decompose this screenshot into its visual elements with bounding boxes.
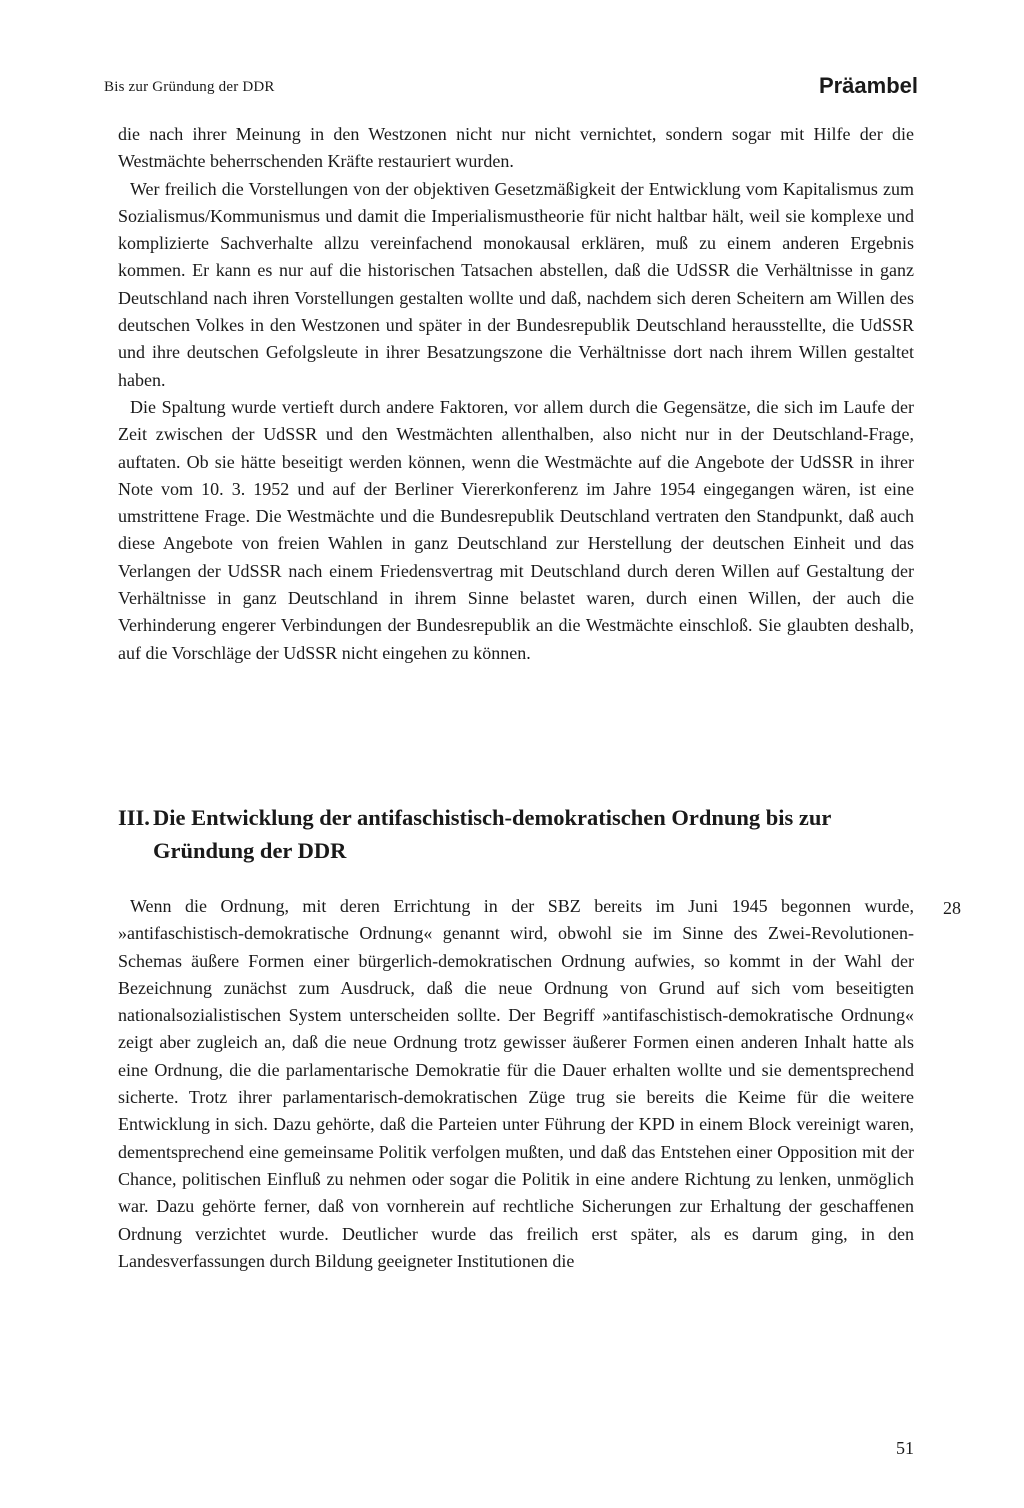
paragraph-2: Wer freilich die Vorstellungen von der objektiven Gesetzmäßigkeit der Entwicklung vom Kapitalismus zum Sozialismus/Kommunismus und damit die Imperialismustheorie für nicht haltbar hält, weil sie komplexe und komplizierte Sachverhalte allzu vereinfachend monokausal erklären, muß zu einem anderen Ergebnis kommen. Er kann es nur auf die historischen Tatsachen abstellen, daß die UdSSR die Verhältnisse in ganz Deutschland nach ihren Vorstellungen gestalten wollte und daß, nachdem sich deren Scheitern am Willen des deutschen Volkes in den Westzonen und später in der Bundesrepublik Deutschland herausstellte, die UdSSR und ihre deutschen Gefolgsleute in ihrer Besatzungszone die Verhältnisse dort nach ihrem Willen gestaltet haben. <box>118 178 914 390</box>
section-title: Die Entwicklung der antifaschistisch-demokratischen Ordnung bis zur Gründung der DDR <box>153 805 831 863</box>
running-header-section-label: Präambel <box>818 73 918 98</box>
section-heading <box>118 801 928 867</box>
running-header-title: Bis zur Gründung der DDR <box>104 79 275 95</box>
section-paragraph: Wenn die Ordnung, mit deren Errichtung in der SBZ bereits im Juni 1945 begonnen wurde, »antifaschistisch-demokratische Ordnung« genannt wird, obwohl sie im Sinne des Zwei-Revolutionen-Schemas äußere Formen einer bürgerlich-demokratischen Ordnung aufwies, so kommt in der Wahl der Bezeichnung zunächst zum Ausdruck, daß die neue Ordnung von Grund auf sich vom beseitigten nationalsozialistischen System unterscheiden sollte. Der Begriff »antifaschistisch-demokratische Ordnung« zeigt aber zugleich an, daß die neue Ordnung trotz gewisser äußerer Formen einen anderen Inhalt hatte als eine Ordnung, die die parlamentarische Demokratie für die Dauer erhalten wollte und sie dementsprechend sicherte. Trotz ihrer parlamentarisch-demokratischen Züge trug sie bereits die Keime für die weitere Entwicklung in sich. Dazu gehörte, daß die Parteien unter Führung der KPD in einem Block vereinigt waren, dementsprechend eine gemeinsame Politik verfolgen mußten, und daß das Entstehen einer Opposition mit der Chance, politischen Einfluß zu nehmen oder sogar die Politik in eine andere Richtung zu lenken, unmöglich war. Dazu gehörte ferner, daß von vornherein auf rechtliche Sicherungen zur Erhaltung der geschaffenen Ordnung verzichtet wurde. Deutlicher wurde das freilich erst später, als es darum ging, in den Landesverfassungen durch Bildung geeigneter Institutionen die <box>118 896 914 1271</box>
page-number: 51 <box>896 1438 914 1458</box>
section-body <box>118 893 914 1275</box>
margin-number: 28 <box>943 898 961 918</box>
paragraph-3: Die Spaltung wurde vertieft durch andere Faktoren, vor allem durch die Gegensätze, die sich im Laufe der Zeit zwischen der UdSSR und den Westmächten allenthalben, also nicht nur in der Deutschland-Frage, auftaten. Ob sie hätte beseitigt werden können, wenn die Westmächte auf die Angebote der UdSSR in ihrer Note vom 10. 3. 1952 und auf der Berliner Viererkonferenz im Jahre 1954 eingegangen wären, ist eine umstrittene Frage. Die Westmächte und die Bundesrepublik Deutschland vertraten den Standpunkt, daß auch diese Angebote von freien Wahlen in ganz Deutschland zur Herstellung der deutschen Einheit und das Verlangen der UdSSR nach einem Friedensvertrag mit Deutschland durch deren Willen auf Gestaltung der Verhältnisse in ganz Deutschland in ihrem Sinne belastet waren, durch einen Willen, der auch die Verhinderung engerer Verbindungen der Bundesrepublik an die Westmächte einschloß. Sie glaubten deshalb, auf die Vorschläge der UdSSR nicht eingehen zu können. <box>118 396 914 663</box>
body-text <box>118 121 914 667</box>
paragraph-1: die nach ihrer Meinung in den Westzonen nicht nur nicht vernichtet, sondern sogar mit Hilfe der die Westmächte beherrschenden Kräfte restauriert wurden. <box>118 124 914 172</box>
section-number: III. <box>118 805 150 830</box>
